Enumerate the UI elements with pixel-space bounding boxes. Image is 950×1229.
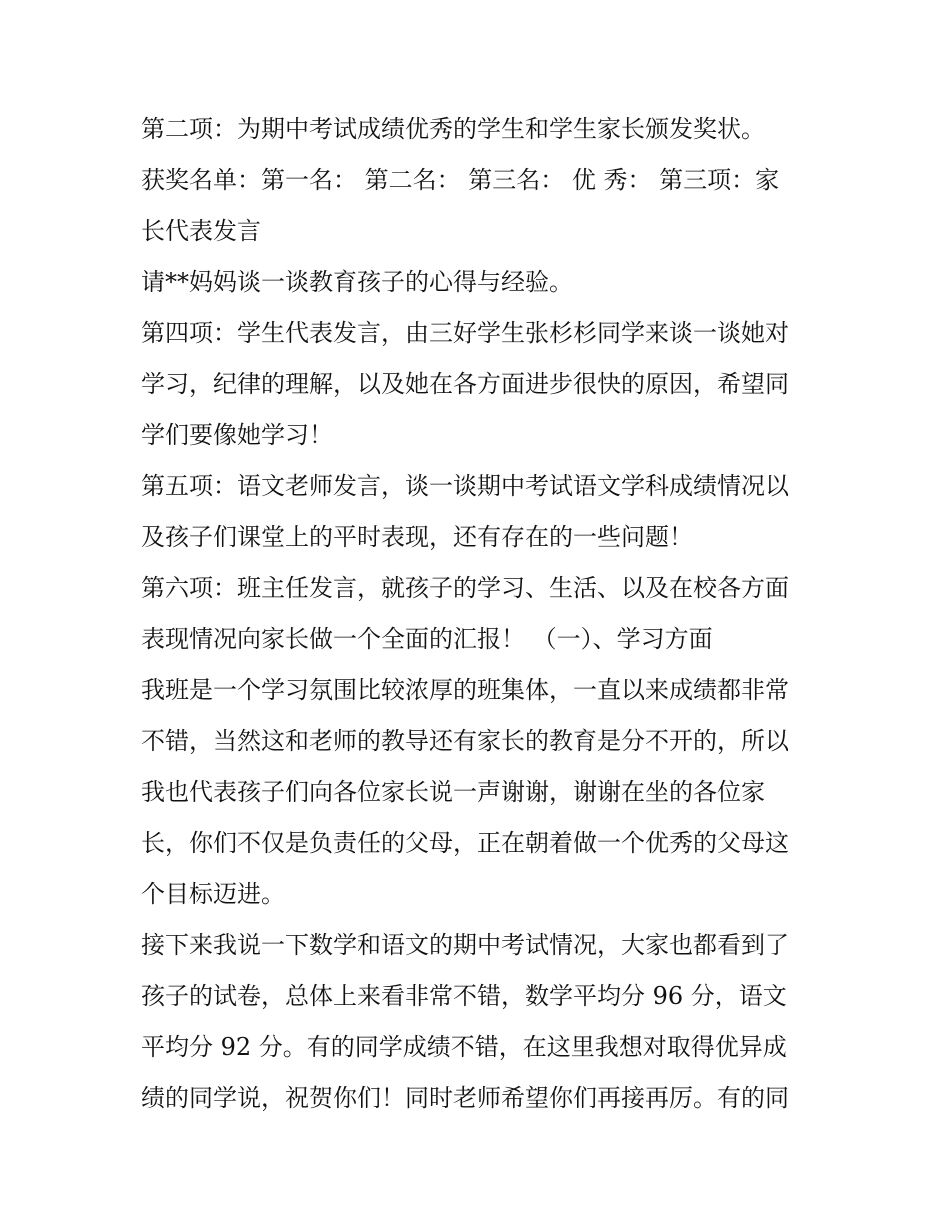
text-line: 绩的同学说，祝贺你们！同时老师希望你们再接再厉。有的同 bbox=[141, 1084, 789, 1112]
text-line: 平均分 92 分。有的同学成绩不错，在这里我想对取得优异成 bbox=[141, 1033, 787, 1061]
text-line: 不错，当然这和老师的教导还有家长的教育是分不开的，所以 bbox=[141, 727, 789, 755]
text-line: 我班是一个学习氛围比较浓厚的班集体，一直以来成绩都非常 bbox=[141, 676, 789, 704]
text-line: 第五项：语文老师发言，谈一谈期中考试语文学科成绩情况以 bbox=[141, 472, 789, 500]
text-line: 表现情况向家长做一个全面的汇报！ （一）、学习方面 bbox=[141, 625, 713, 653]
text-line: 及孩子们课堂上的平时表现，还有存在的一些问题！ bbox=[141, 523, 693, 551]
text-line: 学们要像她学习！ bbox=[141, 421, 333, 449]
text-line: 我也代表孩子们向各位家长说一声谢谢，谢谢在坐的各位家 bbox=[141, 778, 765, 806]
text-line: 第四项：学生代表发言，由三好学生张杉杉同学来谈一谈她对 bbox=[141, 319, 789, 347]
text-line: 学习，纪律的理解，以及她在各方面进步很快的原因，希望同 bbox=[141, 370, 789, 398]
text-line: 长代表发言 bbox=[141, 217, 261, 245]
text-line: 获奖名单：第一名： 第二名： 第三名： 优 秀： 第三项：家 bbox=[141, 166, 780, 194]
text-line: 请**妈妈谈一谈教育孩子的心得与经验。 bbox=[141, 268, 573, 296]
text-line: 第六项：班主任发言，就孩子的学习、生活、以及在校各方面 bbox=[141, 574, 789, 602]
text-line: 个目标迈进。 bbox=[141, 880, 285, 908]
text-line: 长，你们不仅是负责任的父母，正在朝着做一个优秀的父母这 bbox=[141, 829, 789, 857]
document-body bbox=[141, 104, 816, 1124]
text-line: 第二项：为期中考试成绩优秀的学生和学生家长颁发奖状。 bbox=[141, 115, 765, 143]
text-line: 接下来我说一下数学和语文的期中考试情况，大家也都看到了 bbox=[141, 931, 789, 959]
text-line: 孩子的试卷，总体上来看非常不错，数学平均分 96 分，语文 bbox=[141, 982, 787, 1010]
